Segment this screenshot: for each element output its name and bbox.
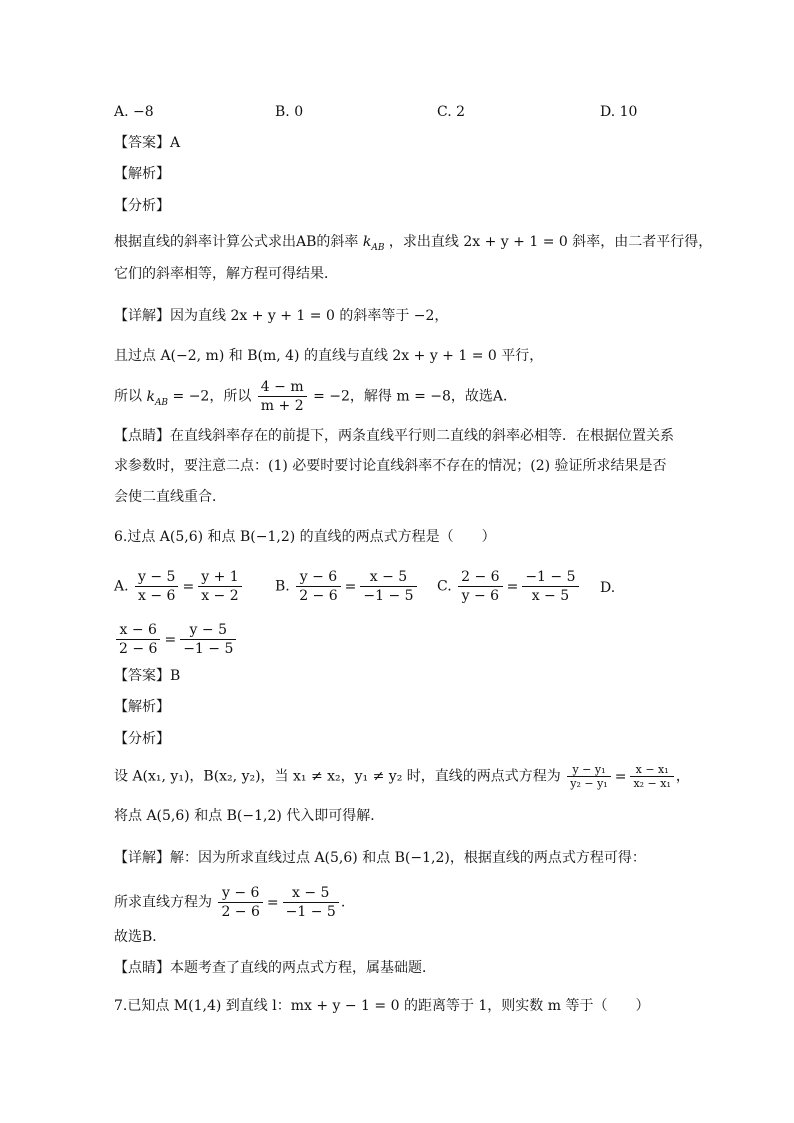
q6-detail-line3: 故选B．	[114, 929, 167, 945]
numerator: y − 5	[180, 621, 236, 640]
kab-subscript: AB	[371, 242, 385, 253]
fraction	[458, 568, 502, 605]
q5-jiexi-heading: 【解析】	[114, 166, 170, 182]
denominator: −1 − 5	[363, 588, 414, 604]
q6-analysis-text: 设 A(x₁, y₁)，B(x₂, y₂)，当 x₁ ≠ x₂，y₁ ≠ y₂ 时，直线的两点式方程为	[114, 768, 561, 785]
numerator: y − 6	[218, 884, 262, 903]
q5-comment-line1: 【点睛】在直线斜率存在的前提下，两条直线平行则二直线的斜率必相等．在根据位置关系	[114, 428, 674, 444]
denominator: −1 − 5	[183, 641, 234, 657]
fraction	[360, 568, 416, 605]
q6-answer: 【答案】B	[114, 668, 181, 684]
denominator: 2 − 6	[299, 588, 338, 604]
fraction	[116, 621, 160, 658]
q6-option-d-label: D.	[600, 580, 616, 596]
fraction	[283, 884, 339, 921]
fraction-denominator: m + 2	[260, 398, 304, 414]
q6-option-d: $\frac{x - 6}{2 - 6}$ = $\frac{y - 5}{-1 - 5}$	[114, 621, 238, 658]
fraction	[567, 763, 610, 790]
q5-detail-line1: 【详解】因为直线 2x + y + 1 = 0 的斜率等于 −2，	[114, 308, 449, 324]
q6-detail-line1: 【详解】解：因为所求直线过点 A(5,6) 和点 B(−1,2)，根据直线的两点式方程可得：	[114, 850, 646, 866]
numerator: x − 5	[360, 568, 416, 587]
fraction	[630, 763, 673, 790]
fraction	[198, 568, 241, 605]
kab-symbol: k	[362, 234, 372, 250]
q5-answer: 【答案】A	[114, 135, 181, 151]
q6-detail-line2: 所求直线方程为 $\frac{y - 6}{2 - 6}$ = $\frac{x - 5}{-1 - 5}$ .	[114, 885, 346, 920]
q6-jiexi-heading: 【解析】	[114, 699, 170, 715]
numerator: x − 6	[116, 621, 160, 640]
fraction	[180, 621, 236, 658]
q5-kab-2	[146, 388, 169, 408]
q6-stem: 6.过点 A(5,6) 和点 B(−1,2) 的直线的两点式方程是（ ）	[114, 529, 496, 545]
q5-detail-line3	[114, 378, 517, 415]
denominator: −1 − 5	[285, 904, 336, 920]
q6-option-a: A. $\frac{y - 5}{x - 6}$ = $\frac{y + 1}{x - 2}$	[114, 568, 244, 605]
q5-detail-eq: = −2，所以	[168, 388, 252, 405]
q5-analysis-line1	[114, 232, 712, 258]
q6-fenxi-heading: 【分析】	[114, 731, 170, 747]
option-label: B.	[275, 578, 290, 595]
fraction	[218, 884, 262, 921]
q5-option-a: A. −8	[114, 104, 154, 120]
q5-comment-line3: 会使二直线重合．	[114, 489, 226, 505]
q6-detail-text: 所求直线方程为	[114, 894, 212, 911]
denominator: x₂ − x₁	[633, 777, 671, 790]
q5-option-c: C. 2	[437, 104, 466, 120]
q6-analysis-line2: 将点 A(5,6) 和点 B(−1,2) 代入即可得解．	[114, 808, 385, 824]
denominator: x − 5	[531, 588, 570, 604]
q5-detail-result: = −2，解得 m = −8，故选A．	[308, 388, 517, 405]
denominator: y − 6	[461, 588, 500, 604]
denominator: y₂ − y₁	[570, 777, 608, 790]
denominator: x − 6	[138, 588, 176, 604]
q6-option-c: C. $\frac{2 - 6}{y - 6}$ = $\frac{-1 - 5}{x - 5}$	[437, 568, 581, 605]
numerator: y − 6	[296, 568, 340, 587]
q5-kab	[362, 234, 385, 253]
q5-comment-line2: 求参数时，要注意二点：(1) 必要时要讨论直线斜率不存在的情况；(2) 验证所求结果是否	[114, 458, 667, 474]
numerator: y + 1	[198, 568, 241, 587]
fraction	[135, 568, 178, 605]
q5-fenxi-heading: 【分析】	[114, 198, 170, 214]
fraction	[296, 568, 340, 605]
q7-stem: 7.已知点 M(1,4) 到直线 l：mx + y − 1 = 0 的距离等于 1，则实数 m 等于（ ）	[114, 998, 650, 1014]
numerator: x − 5	[283, 884, 339, 903]
kab-subscript-2: AB	[154, 397, 169, 408]
fraction-numerator: 4 − m	[258, 378, 307, 397]
option-label: A.	[114, 578, 129, 595]
q5-detail-so: 所以	[114, 388, 142, 405]
q5-option-d: D. 10	[600, 104, 638, 120]
q6-comment: 【点睛】本题考查了直线的两点式方程，属基础题．	[114, 960, 436, 976]
kab-symbol-2: k	[146, 388, 155, 405]
q5-analysis-text-b: ，求出直线 2x + y + 1 = 0 斜率，由二者平行得，	[388, 234, 713, 250]
fraction	[522, 568, 578, 605]
numerator: −1 − 5	[522, 568, 578, 587]
numerator: x − x₁	[630, 763, 673, 777]
q5-detail-line2: 且过点 A(−2, m) 和 B(m, 4) 的直线与直线 2x + y + 1 = 0 平行，	[114, 348, 544, 364]
denominator: x − 2	[201, 588, 239, 604]
numerator: 2 − 6	[458, 568, 502, 587]
denominator: 2 − 6	[119, 641, 158, 657]
numerator: y − 5	[135, 568, 178, 587]
q6-analysis-line1: 设 A(x₁, y₁)，B(x₂, y₂)，当 x₁ ≠ x₂，y₁ ≠ y₂ 时，直线的两点式方程为 $\frac{\text{y − y₁}}{\text{y₂ − y₁}}$ = $\frac{\text{x − x₁}}{\text{x₂ − x₁}}$ ，	[114, 763, 690, 790]
q6-option-b: B. $\frac{y - 6}{2 - 6}$ = $\frac{x - 5}{-1 - 5}$	[275, 568, 419, 605]
option-label: C.	[437, 578, 452, 595]
denominator: 2 − 6	[221, 904, 260, 920]
numerator: y − y₁	[567, 763, 610, 777]
q5-detail-fraction	[258, 378, 307, 415]
q5-analysis-text-a: 根据直线的斜率计算公式求出AB的斜率	[114, 234, 359, 250]
q5-option-b: B. 0	[275, 104, 304, 120]
q5-analysis-line2: 它们的斜率相等，解方程可得结果．	[114, 266, 338, 282]
